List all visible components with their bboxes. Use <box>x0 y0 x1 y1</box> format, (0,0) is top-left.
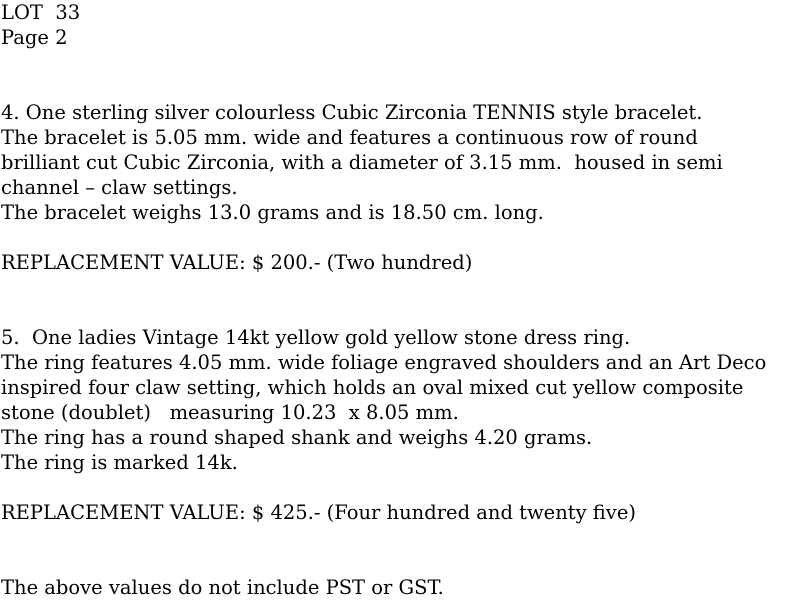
item-5-line-2: The ring features 4.05 mm. wide foliage engraved shoulders and an Art Deco <box>1 351 767 374</box>
lot-number: LOT 33 <box>1 1 81 24</box>
page-number: Page 2 <box>1 26 68 49</box>
item-4-line-2: The bracelet is 5.05 mm. wide and features a continuous row of round <box>1 126 698 149</box>
item-5-replacement-value: REPLACEMENT VALUE: $ 425.- (Four hundred and twenty five) <box>1 501 636 524</box>
footer-note: The above values do not include PST or GST. <box>1 576 444 599</box>
item-5-line-6: The ring is marked 14k. <box>1 451 238 474</box>
item-5-line-4: stone (doublet) measuring 10.23 x 8.05 mm. <box>1 401 459 424</box>
item-4-line-5: The bracelet weighs 13.0 grams and is 18.50 cm. long. <box>1 201 544 224</box>
item-4-line-1: 4. One sterling silver colourless Cubic Zirconia TENNIS style bracelet. <box>1 101 703 124</box>
item-5-line-5: The ring has a round shaped shank and weighs 4.20 grams. <box>1 426 593 449</box>
item-5-line-3: inspired four claw setting, which holds an oval mixed cut yellow composite <box>1 376 744 399</box>
item-5-line-1: 5. One ladies Vintage 14kt yellow gold yellow stone dress ring. <box>1 326 631 349</box>
item-4-line-4: channel – claw settings. <box>1 176 238 199</box>
item-4-replacement-value: REPLACEMENT VALUE: $ 200.- (Two hundred) <box>1 251 473 274</box>
item-4-line-3: brilliant cut Cubic Zirconia, with a diameter of 3.15 mm. housed in semi <box>1 151 723 174</box>
